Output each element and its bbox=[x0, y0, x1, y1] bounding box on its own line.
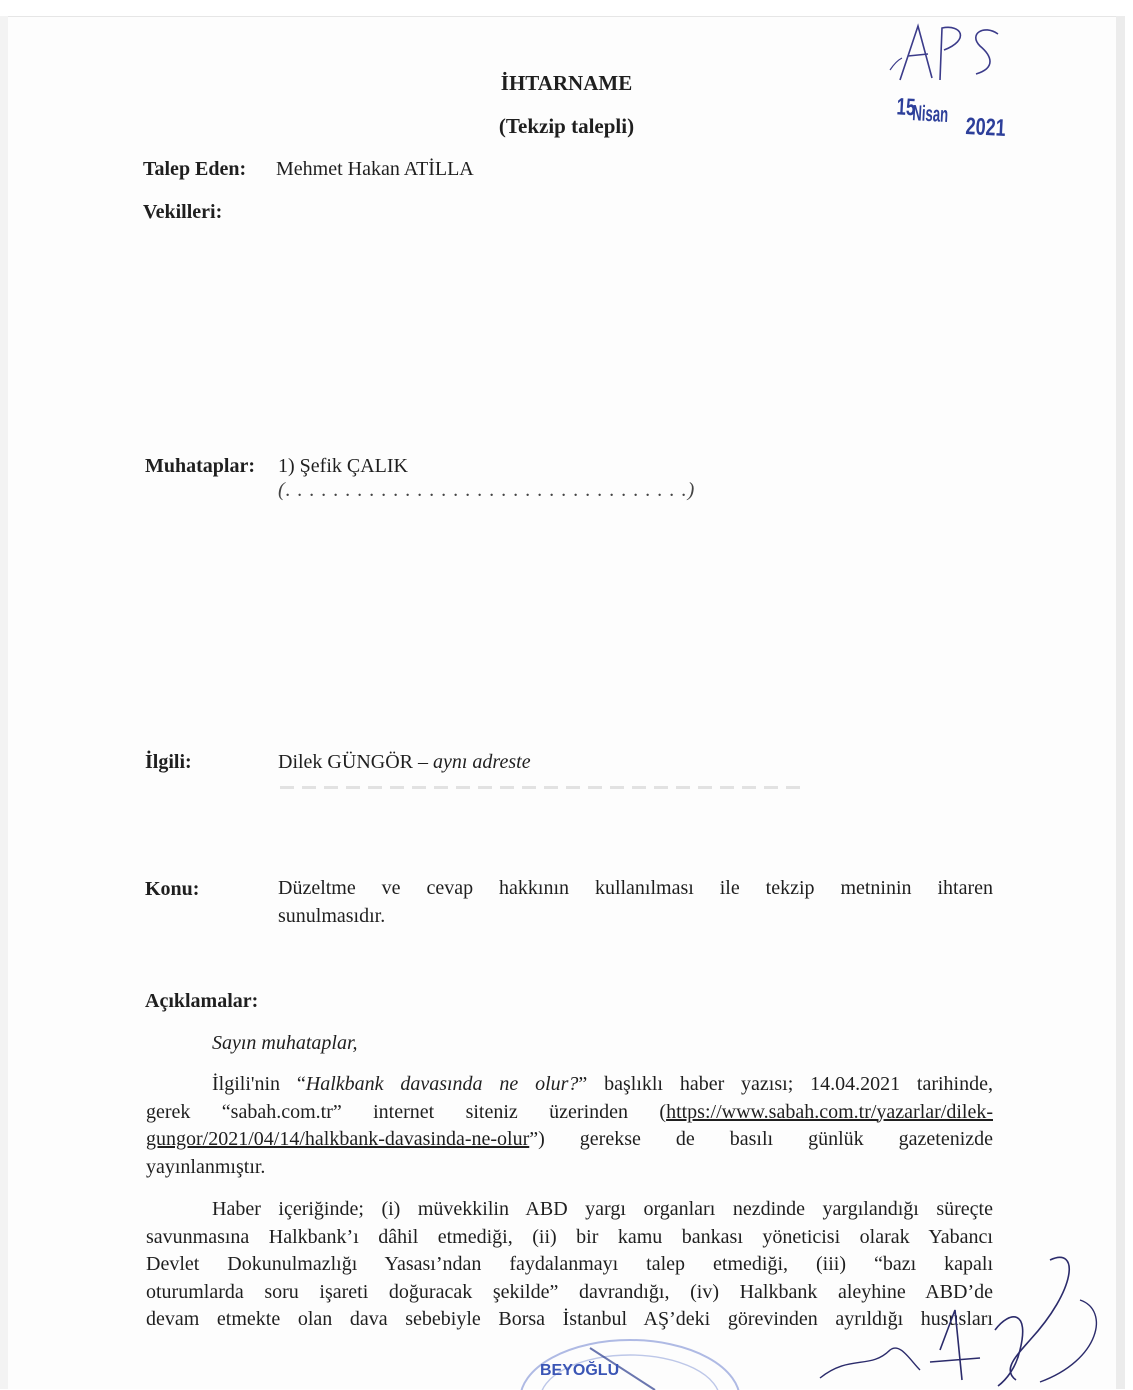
document-subtitle: (Tekzip talepli) bbox=[498, 114, 635, 138]
related-name: Dilek GÜNGÖR – bbox=[278, 751, 433, 773]
faint-redaction bbox=[280, 786, 800, 789]
subject-label: Konu: bbox=[145, 878, 200, 900]
attorneys-label: Vekilleri: bbox=[143, 201, 223, 223]
article-title: Halkbank davasında ne olur? bbox=[305, 1073, 579, 1095]
page-right-edge bbox=[1116, 16, 1125, 1389]
paragraph-2-line: Haber içeriğinde; (i) müvekkilin ABD yargı organları nezdinde yargılandığı süreçte bbox=[212, 1198, 993, 1220]
paragraph-1-text: ”) gerekse de basılı günlük gazetenizde bbox=[529, 1128, 993, 1150]
paragraph-2-line: devam etmekte olan dava sebebiyle Borsa İstanbul AŞ’deki görevinden ayrıldığı hususları bbox=[146, 1308, 993, 1330]
applicant-label: Talep Eden: bbox=[143, 158, 247, 180]
page-left-edge bbox=[0, 16, 8, 1389]
paragraph-2-line: savunmasına Halkbank’ı dâhil etmediği, (ii) bir kamu bankası yöneticisi olarak Yabancı bbox=[146, 1225, 993, 1248]
paragraph-2-line: Devlet Dokunulmazlığı Yasası’ndan faydalanmayı talep etmediği, (iii) “bazı kapalı bbox=[146, 1253, 993, 1275]
document-title: İHTARNAME bbox=[500, 71, 633, 95]
salutation: Sayın muhataplar, bbox=[212, 1032, 358, 1054]
article-url: gungor/2021/04/14/halkbank-davasinda-ne-olur bbox=[146, 1128, 530, 1150]
related-note: aynı adreste bbox=[433, 751, 531, 773]
viewer-top-bar bbox=[0, 0, 1125, 17]
paragraph-1-text: ” başlıklı haber yazısı; 14.04.2021 tarihinde, bbox=[578, 1073, 993, 1095]
stamp-day: 15 bbox=[895, 93, 916, 122]
subject-line: sunulmasıdır. bbox=[278, 904, 386, 927]
subject-line: Düzeltme ve cevap hakkının kullanılması ile tekzip metninin ihtaren bbox=[278, 877, 993, 899]
paragraph-1-text: İlgili'nin “ bbox=[212, 1073, 306, 1095]
paragraph-1-text: gerek “sabah.com.tr” internet siteniz üzerinden ( bbox=[146, 1100, 667, 1123]
handwritten-signature bbox=[780, 1250, 1120, 1389]
paragraph-1-line bbox=[146, 1071, 993, 1099]
related-label: İlgili: bbox=[145, 751, 192, 773]
explanations-label: Açıklamalar: bbox=[145, 990, 259, 1012]
paragraph-2-line: oturumlarda soru işareti doğuracak şekilde” davrandığı, (iv) Halkbank aleyhine ABD’de bbox=[146, 1280, 993, 1303]
seal-text: BEYOĞLU bbox=[540, 1362, 620, 1379]
article-url: https://www.sabah.com.tr/yazarlar/dilek- bbox=[666, 1100, 993, 1123]
redacted-line: (. . . . . . . . . . . . . . . . . . . . . . . . . . . . . . . . . .) bbox=[278, 479, 696, 501]
paragraph-1 bbox=[146, 1071, 993, 1181]
applicant-value: Mehmet Hakan ATİLLA bbox=[276, 158, 474, 180]
related-line bbox=[278, 749, 531, 776]
paragraph-1-line: yayınlanmıştır. bbox=[146, 1155, 266, 1178]
paragraph-1-line bbox=[146, 1126, 993, 1154]
paragraph-1-line bbox=[146, 1099, 993, 1127]
addressees-label: Muhataplar: bbox=[145, 455, 255, 477]
addressee-1: 1) Şefik ÇALIK bbox=[278, 455, 408, 477]
subject-text bbox=[278, 875, 993, 930]
stamp-year: 2021 bbox=[964, 113, 1007, 143]
stamp-month: Nisan bbox=[911, 100, 949, 128]
